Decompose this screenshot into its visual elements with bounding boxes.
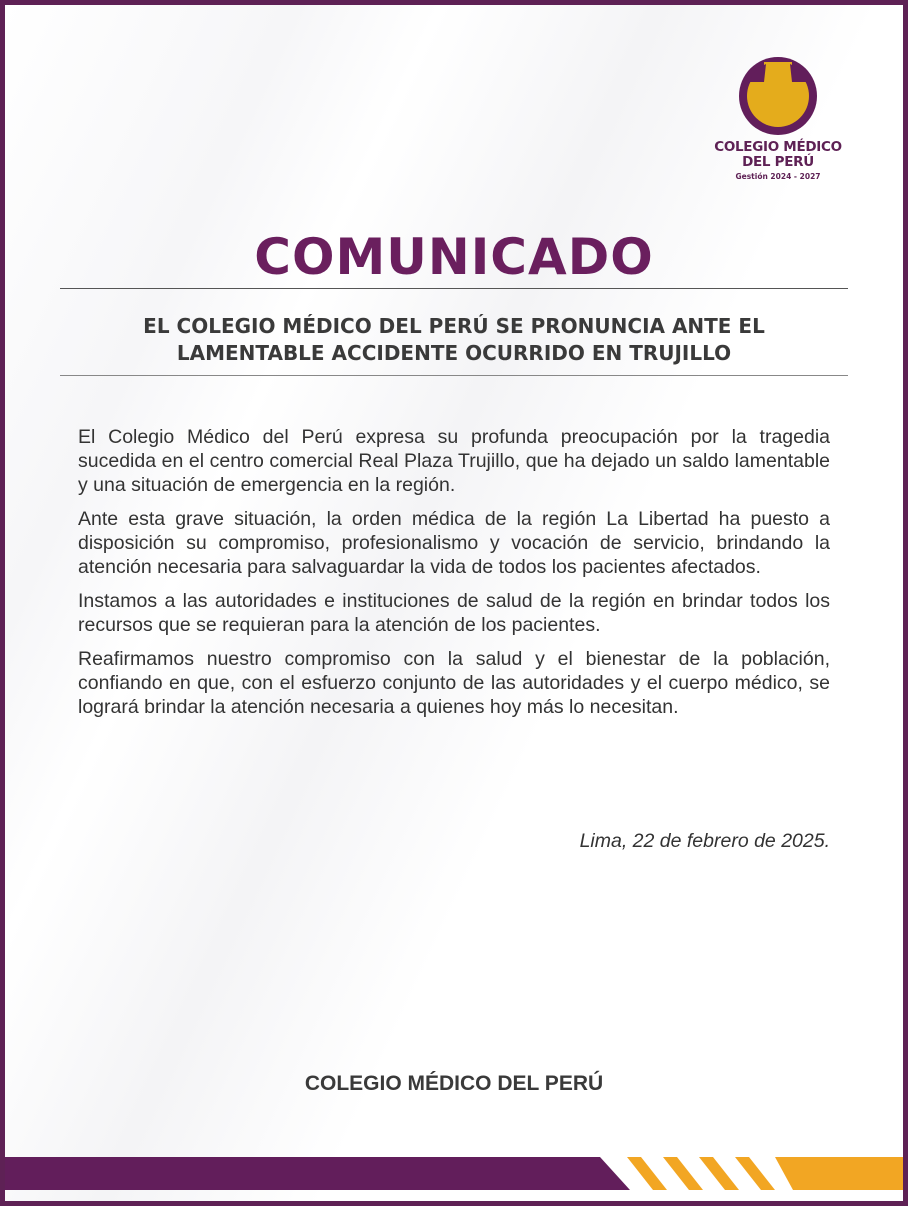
colegio-medico-logo — [708, 56, 848, 181]
footer-stripe — [699, 1157, 739, 1190]
divider — [60, 288, 848, 289]
signature: COLEGIO MÉDICO DEL PERÚ — [304, 1072, 604, 1095]
statement-body — [78, 425, 830, 729]
footer-orange-bar — [775, 1157, 903, 1190]
logo-term: Gestión 2024 - 2027 — [735, 172, 821, 181]
footer-stripe — [663, 1157, 703, 1190]
date-line: Lima, 22 de febrero de 2025. — [579, 830, 830, 852]
seal-icon — [738, 56, 818, 136]
paragraph: El Colegio Médico del Perú expresa su profunda preocupación por la tragedia sucedida en el centro comercial Real Plaza Trujillo, que ha dejado un saldo lamentable y una situación de emergencia en la región. — [78, 426, 830, 496]
footer-stripe — [735, 1157, 775, 1190]
logo-name: COLEGIO MÉDICO DEL PERÚ — [714, 139, 842, 170]
paragraph: Instamos a las autoridades e instituciones de salud de la región en brindar todos los recursos que se requieran para la atención de los pacientes. — [78, 590, 830, 636]
footer-band — [5, 1157, 903, 1190]
page-title: COMUNICADO — [254, 228, 654, 286]
paragraph: Reafirmamos nuestro compromiso con la salud y el bienestar de la población, confiando en que, con el esfuerzo conjunto de las autoridades y el cuerpo médico, se logrará brindar la atención necesaria a quienes hoy más lo necesitan. — [78, 648, 830, 718]
subtitle: EL COLEGIO MÉDICO DEL PERÚ SE PRONUNCIA ANTE EL LAMENTABLE ACCIDENTE OCURRIDO EN TRUJILLO — [143, 314, 765, 365]
footer-purple-bar — [5, 1157, 635, 1190]
paragraph: Ante esta grave situación, la orden médica de la región La Libertad ha puesto a disposición su compromiso, profesionalismo y vocación de servicio, brindando la atención necesaria para salvaguardar la vida de todos los pacientes afectados. — [78, 508, 830, 578]
divider — [60, 375, 848, 376]
footer-stripe — [627, 1157, 667, 1190]
